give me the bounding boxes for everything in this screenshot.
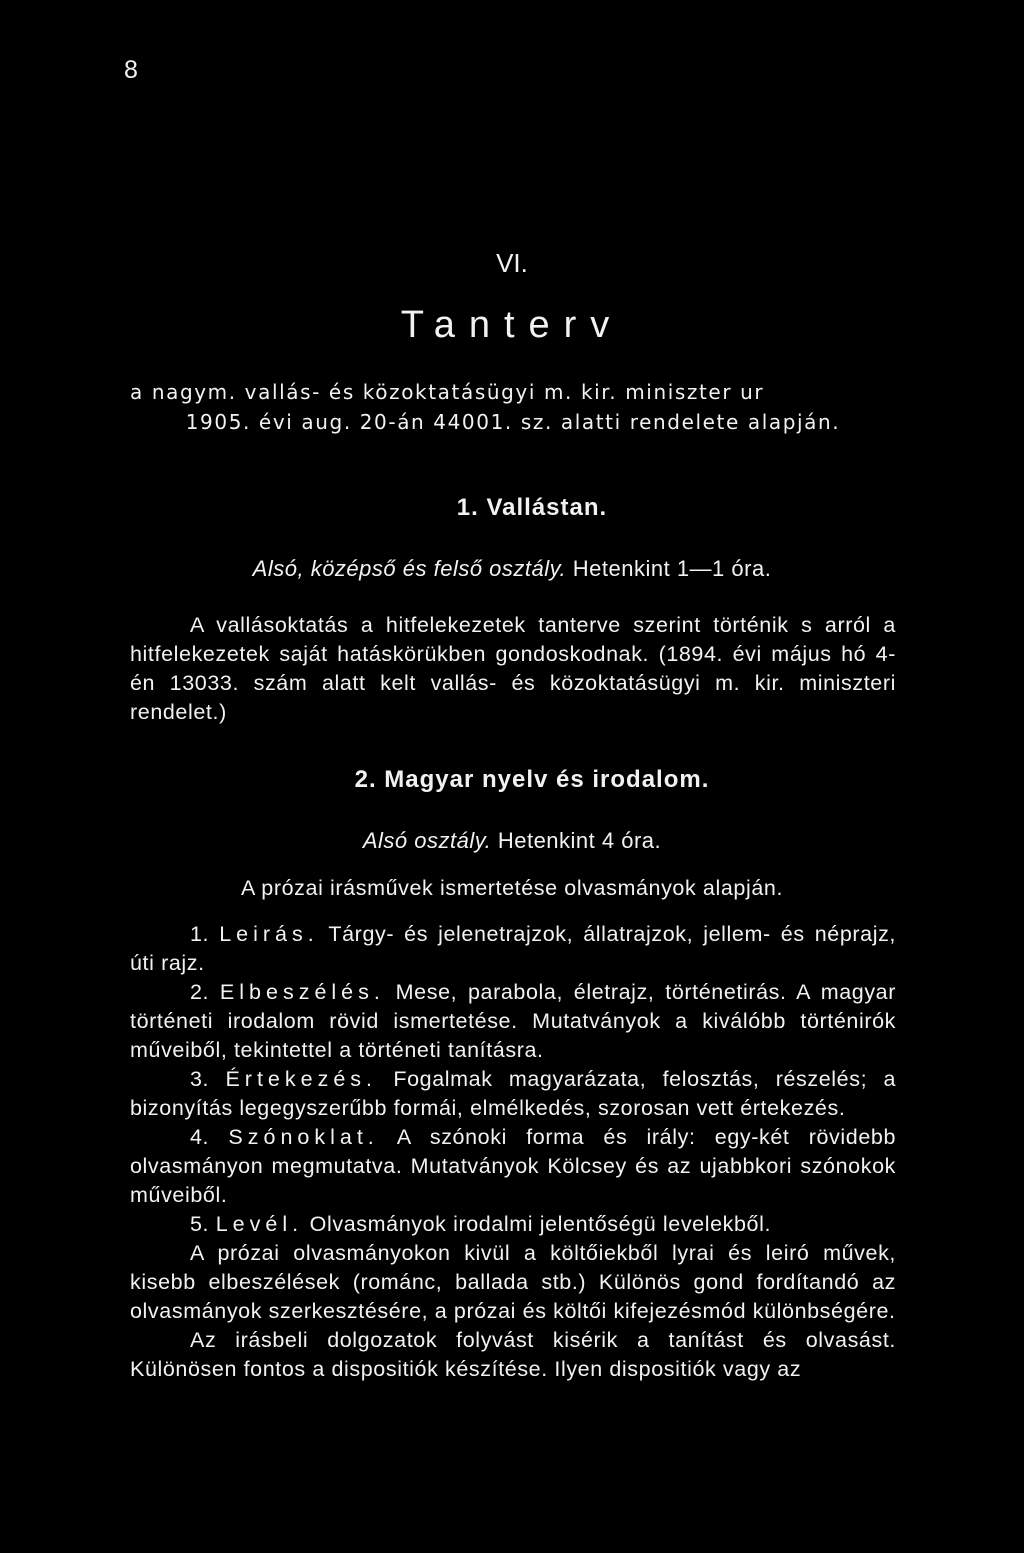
section-heading-religion: 1. Vallástan. bbox=[456, 494, 608, 521]
class-level: Alsó osztály. bbox=[362, 828, 492, 853]
item-number: 2. bbox=[190, 980, 210, 1004]
list-item bbox=[130, 1210, 896, 1239]
weekly-hours: Hetenkint 4 óra. bbox=[497, 828, 662, 853]
item-term: Elbeszélés. bbox=[219, 980, 385, 1004]
page-number: 8 bbox=[124, 56, 138, 84]
item-text: Fogalmak magyarázata, felosztás, részelés; a bizonyítás legegyszerűbb formái, elmélkedés, szorosan vett értekezés. bbox=[130, 1067, 897, 1120]
item-number: 5. bbox=[190, 1212, 210, 1236]
item-term: Értekezés. bbox=[225, 1067, 378, 1091]
list-item bbox=[130, 1065, 896, 1123]
decree-line-1: a nagym. vallás- és közoktatásügyi m. kir. miniszter ur bbox=[130, 380, 765, 404]
religion-paragraph: A vallásoktatás a hitfelekezetek tanterve szerint történik s arról a hitfelekezetek saját hatáskörükben gondoskodnak. (1894. évi május hó 4-én 13033. szám alatt kelt vallás- és közoktatásügyi m. kir. miniszteri rendelet.) bbox=[130, 613, 896, 724]
item-term: Levél. bbox=[215, 1212, 304, 1236]
item-number: 1. bbox=[190, 922, 210, 946]
list-item bbox=[130, 920, 896, 978]
item-text: Tárgy- és jelenetrajzok, állatrajzok, jellem- és néprajz, úti rajz. bbox=[130, 922, 896, 975]
list-item bbox=[130, 978, 896, 1065]
hungarian-intro: A prózai irásművek ismertetése olvasmányok alapján. bbox=[240, 876, 784, 900]
section-heading-hungarian: 2. Magyar nyelv és irodalom. bbox=[354, 766, 710, 793]
religion-body bbox=[130, 611, 896, 727]
item-text: Olvasmányok irodalmi jelentőségü levelekből. bbox=[309, 1212, 772, 1236]
decree-line-2: 1905. évi aug. 20-án 44001. sz. alatti rendelete alapján. bbox=[185, 410, 841, 434]
paragraph-poetry: A prózai olvasmányokon kivül a költőiekből lyrai és leiró művek, kisebb elbeszélések (románc, ballada stb.) Különös gond fordítandó az olvasmányok szerkesztésére, a prózai és költői kifejezésmód különbségére. bbox=[130, 1241, 896, 1323]
list-item bbox=[130, 1123, 896, 1210]
class-levels: Alsó, középső és felső osztály. bbox=[252, 556, 567, 581]
paragraph-written-work: Az irásbeli dolgozatok folyvást kisérik a tanítást és olvasást. Különösen fontos a dispositiók készítése. Ilyen dispositiók vagy az bbox=[130, 1328, 896, 1381]
item-term: Szónoklat. bbox=[228, 1125, 379, 1149]
item-text: A szónoki forma és irály: egy-két rövidebb olvasmányon megmutatva. Mutatványok Kölcsey és az ujabbkori szónokok műveiből. bbox=[130, 1125, 896, 1207]
page-title: Tanterv bbox=[400, 304, 624, 346]
section-subheading-religion bbox=[0, 556, 1024, 582]
item-number: 4. bbox=[190, 1125, 210, 1149]
item-number: 3. bbox=[190, 1067, 210, 1091]
item-text: Mese, parabola, életrajz, történetirás. A magyar történeti irodalom rövid ismertetése. Mutatványok a kiválóbb történirók műveiből, tekintettel a történeti tanításra. bbox=[130, 980, 896, 1062]
section-subheading-hungarian bbox=[0, 828, 1024, 854]
item-term: Leirás. bbox=[219, 922, 319, 946]
hungarian-body bbox=[130, 920, 896, 1384]
weekly-hours: Hetenkint 1—1 óra. bbox=[572, 556, 772, 581]
chapter-number: VI. bbox=[496, 248, 528, 278]
